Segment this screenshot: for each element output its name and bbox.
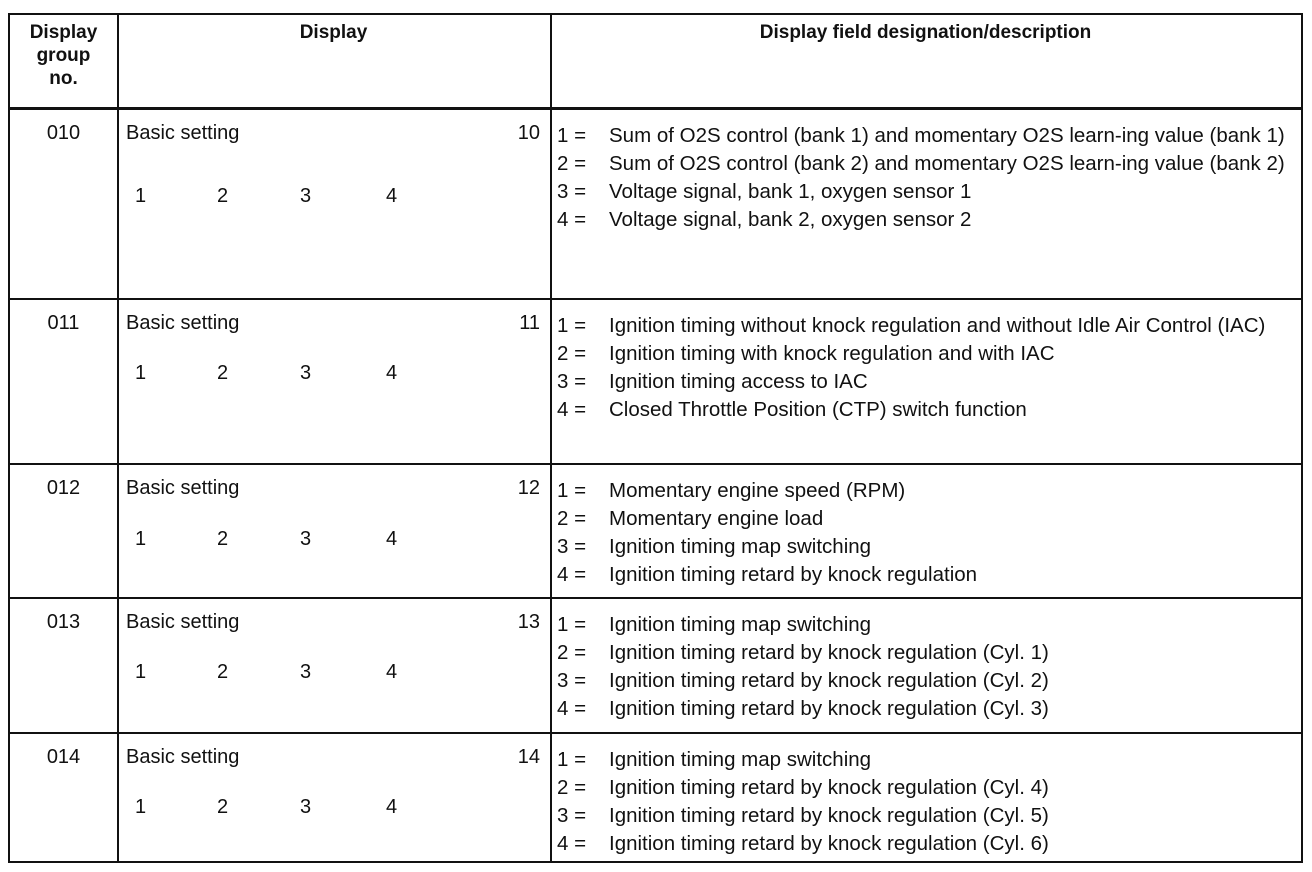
field-text: Ignition timing map switching (609, 613, 872, 636)
field-text: Momentary engine speed (RPM) (609, 479, 906, 502)
table-row (10, 734, 1301, 860)
description-item (557, 561, 1295, 589)
description-item (557, 611, 1295, 639)
display-field: 2 (217, 796, 229, 818)
field-text: Voltage signal, bank 1, oxygen sensor 1 (609, 180, 972, 203)
description-item (557, 830, 1295, 858)
description-item (557, 477, 1295, 505)
display-field: 4 (386, 796, 398, 818)
description-item (557, 639, 1295, 667)
field-text: Sum of O2S control (bank 2) and momentary O2S learn-ing value (bank 2) (609, 152, 1285, 175)
display-field: 2 (217, 661, 229, 683)
field-index: 2 = (557, 152, 587, 175)
display-field: 1 (135, 528, 147, 550)
display-field: 3 (300, 185, 312, 207)
description-item (557, 178, 1295, 206)
field-text: Ignition timing retard by knock regulation (Cyl. 5) (609, 804, 1049, 827)
field-index: 2 = (557, 641, 587, 664)
field-text: Sum of O2S control (bank 1) and momentary O2S learn-ing value (bank 1) (609, 124, 1285, 147)
field-text: Ignition timing retard by knock regulation (Cyl. 2) (609, 669, 1049, 692)
group-number: 011 (47, 312, 80, 334)
display-number: 10 (517, 122, 540, 144)
field-index: 2 = (557, 507, 587, 530)
display-field: 1 (135, 661, 147, 683)
display-field: 2 (217, 362, 229, 384)
group-number: 014 (46, 746, 81, 768)
display-number: 14 (517, 746, 540, 768)
field-descriptions (557, 611, 1295, 723)
field-index: 1 = (557, 479, 587, 502)
description-item (557, 505, 1295, 533)
field-index: 3 = (557, 535, 587, 558)
description-item (557, 312, 1295, 340)
group-number: 013 (46, 611, 81, 633)
field-index: 4 = (557, 398, 587, 421)
group-number: 012 (46, 477, 81, 499)
display-field: 3 (300, 796, 312, 818)
field-index: 1 = (557, 613, 587, 636)
field-text: Ignition timing retard by knock regulation (Cyl. 3) (609, 697, 1049, 720)
display-field: 2 (217, 528, 229, 550)
description-item (557, 746, 1295, 774)
field-index: 1 = (557, 314, 587, 337)
display-field: 4 (386, 185, 398, 207)
table-row (10, 110, 1301, 300)
display-label: Basic setting (126, 611, 240, 633)
table-header (10, 15, 1301, 110)
field-index: 3 = (557, 180, 587, 203)
field-index: 3 = (557, 370, 587, 393)
field-text: Closed Throttle Position (CTP) switch function (609, 398, 1027, 421)
display-field: 4 (386, 661, 398, 683)
display-number: 13 (517, 611, 540, 633)
display-field: 3 (300, 362, 312, 384)
header-display: Display (299, 22, 368, 43)
field-text: Voltage signal, bank 2, oxygen sensor 2 (609, 208, 972, 231)
field-text: Ignition timing map switching (609, 535, 872, 558)
field-text: Ignition timing access to IAC (609, 370, 868, 393)
field-index: 2 = (557, 776, 587, 799)
display-field: 2 (217, 185, 229, 207)
field-text: Ignition timing with knock regulation and with IAC (609, 342, 1055, 365)
display-group-table (8, 13, 1303, 863)
field-index: 4 = (557, 832, 587, 855)
description-item (557, 802, 1295, 830)
display-field: 3 (300, 661, 312, 683)
display-number: 12 (517, 477, 540, 499)
field-text: Ignition timing retard by knock regulation (Cyl. 6) (609, 832, 1049, 855)
header-group-no: Display group no. (29, 22, 98, 89)
field-index: 2 = (557, 342, 587, 365)
header-description: Display field designation/description (759, 22, 1092, 43)
field-index: 4 = (557, 697, 587, 720)
field-text: Ignition timing retard by knock regulation (609, 563, 978, 586)
description-item (557, 368, 1295, 396)
field-text: Ignition timing without knock regulation and without Idle Air Control (IAC) (609, 314, 1266, 337)
field-text: Ignition timing map switching (609, 748, 872, 771)
field-descriptions (557, 746, 1295, 858)
field-index: 4 = (557, 208, 587, 231)
field-index: 3 = (557, 669, 587, 692)
display-field: 1 (135, 796, 147, 818)
field-text: Ignition timing retard by knock regulation (Cyl. 4) (609, 776, 1049, 799)
display-label: Basic setting (126, 122, 240, 144)
description-item (557, 667, 1295, 695)
display-field: 4 (386, 362, 398, 384)
description-item (557, 774, 1295, 802)
field-descriptions (557, 477, 1295, 589)
description-item (557, 396, 1295, 424)
field-index: 1 = (557, 748, 587, 771)
table-row (10, 599, 1301, 734)
field-text: Ignition timing retard by knock regulation (Cyl. 1) (609, 641, 1049, 664)
group-number: 010 (46, 122, 81, 144)
field-descriptions (557, 312, 1295, 424)
field-index: 3 = (557, 804, 587, 827)
table-row (10, 300, 1301, 465)
description-item (557, 206, 1295, 234)
description-item (557, 533, 1295, 561)
field-index: 4 = (557, 563, 587, 586)
description-item (557, 150, 1295, 178)
table-row (10, 465, 1301, 599)
description-item (557, 695, 1295, 723)
display-field: 1 (135, 185, 147, 207)
display-field: 4 (386, 528, 398, 550)
field-descriptions (557, 122, 1295, 234)
display-number: 11 (519, 312, 540, 334)
description-item (557, 340, 1295, 368)
display-field: 3 (300, 528, 312, 550)
display-label: Basic setting (126, 477, 240, 499)
field-text: Momentary engine load (609, 507, 824, 530)
display-label: Basic setting (126, 746, 240, 768)
display-label: Basic setting (126, 312, 240, 334)
field-index: 1 = (557, 124, 587, 147)
display-field: 1 (135, 362, 147, 384)
description-item (557, 122, 1295, 150)
